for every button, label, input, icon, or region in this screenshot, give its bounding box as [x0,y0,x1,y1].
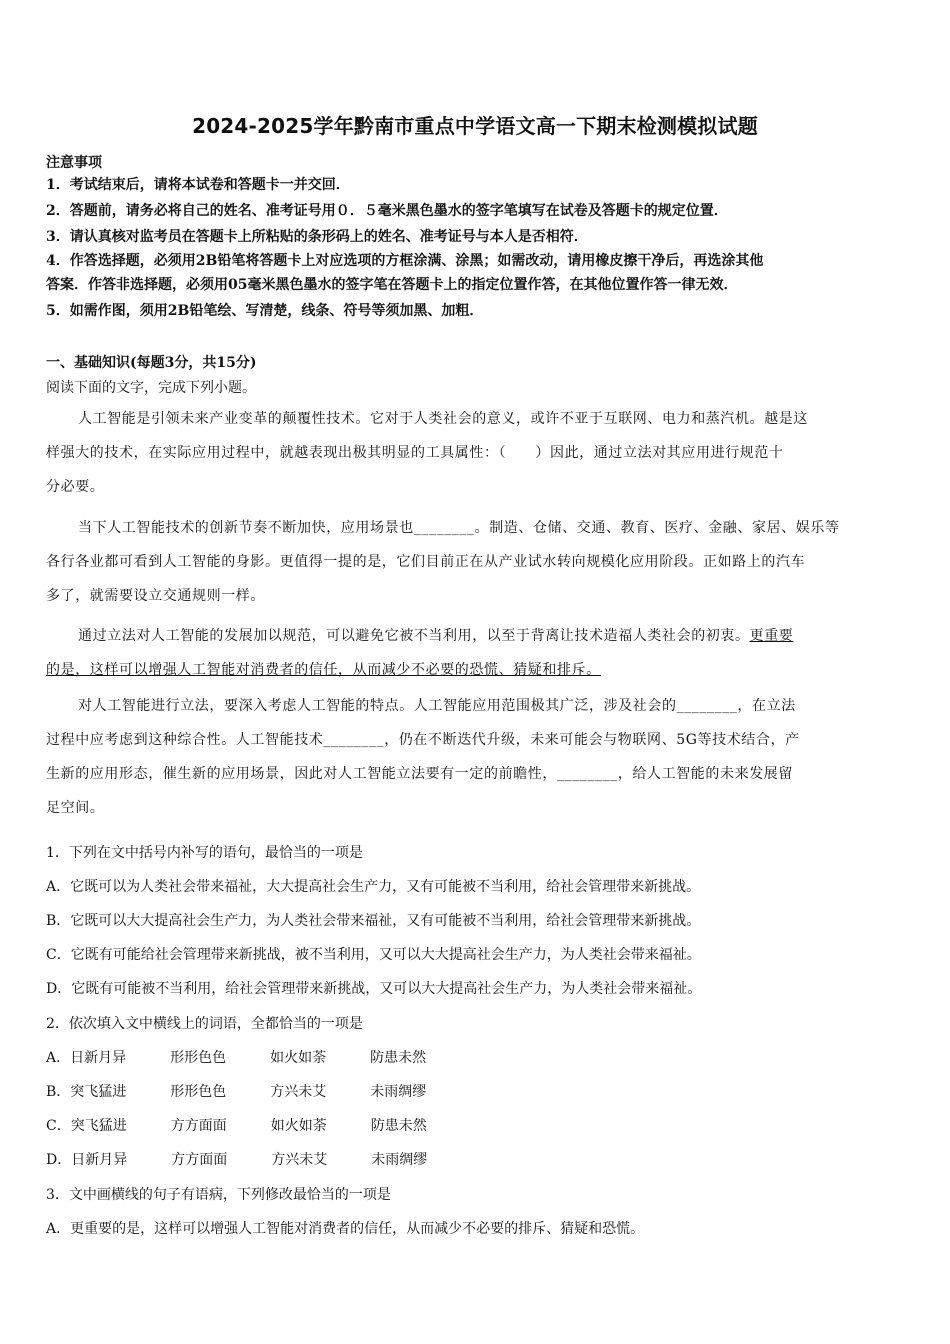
option-word: 如火如荼 [270,1050,327,1066]
option-word: 突飞猛进 [70,1084,127,1100]
note-item: 2．答题前，请务必将自己的姓名、准考证号用０．５毫米黑色墨水的签字笔填写在试卷及答题卡的规定位置． [46,203,728,219]
option-word: 日新月异 [70,1050,127,1066]
option-word: 形形色色 [170,1050,227,1066]
question-1-option-a: A．它既可以为人类社会带来福祉，大大提高社会生产力，又有可能被不当利用，给社会管理带来新挑战。 [46,879,701,895]
passage-line: 样强大的技术，在实际应用过程中，就越表现出极其明显的工具属性：（ ）因此，通过立法对其应用进行规范十 [46,445,784,461]
passage-line: 各行各业都可看到人工智能的身影。更值得一提的是，它们目前正在从产业试水转向规模化应用阶段。正如路上的汽车 [46,554,806,570]
option-word: 形形色色 [170,1084,227,1100]
underlined-sentence-end: 的是，这样可以增强人工智能对消费者的信任，从而减少不必要的恐慌、猜疑和排斥。 [46,662,601,678]
question-3-stem: 3．文中画横线的句子有语病，下列修改最恰当的一项是 [46,1187,391,1203]
question-1-option-d: D．它既有可能被不当利用，给社会管理带来新挑战，又可以大大提高社会生产力，为人类社会带来福祉。 [46,981,702,997]
passage-line: 足空间。 [46,800,105,816]
passage-paragraph-2 [46,511,904,613]
question-2-option-d [46,1149,471,1169]
section-heading: 一、基础知识(每题3分，共15分) [46,355,257,371]
page-title: 2024-2025学年黔南市重点中学语文高一下期末检测模拟试题 [192,114,758,138]
passage-line: 人工智能是引领未来产业变革的颠覆性技术。它对于人类社会的意义，或许不亚于互联网、电力和蒸汽机。越是这 [78,411,808,427]
question-2-stem: 2．依次填入文中横线上的词语，全都恰当的一项是 [46,1016,363,1032]
passage-line: 多了，就需要设立交通规则一样。 [46,588,265,604]
passage-line: 分必要。 [46,479,105,495]
note-item: 4．作答选择题，必须用2B铅笔将答题卡上对应选项的方框涂满、涂黑；如需改动，请用橡皮擦干净后，再选涂其他 [46,253,764,269]
underlined-sentence-start: 更重要 [749,628,794,644]
option-word: 方方面面 [171,1152,228,1168]
option-word: 方方面面 [170,1118,227,1134]
option-word: 突飞猛进 [70,1118,127,1134]
option-word: 防患未然 [370,1118,427,1134]
option-letter: B． [46,1084,71,1100]
question-1-option-c: C．它既有可能给社会管理带来新挑战，被不当利用，又可以大大提高社会生产力，为人类社会带来福祉。 [46,947,701,963]
option-word: 方兴未艾 [271,1152,328,1168]
option-letter: D． [46,1152,72,1168]
notes-heading: 注意事项 [46,155,102,171]
option-word: 未雨绸缪 [371,1152,428,1168]
note-item: 答案．作答非选择题，必须用05毫米黑色墨水的签字笔在答题卡上的指定位置作答，在其他位置作答一律无效． [46,277,738,293]
question-2-option-a [46,1047,470,1067]
option-word: 如火如荼 [270,1118,327,1134]
passage-line: 生新的应用形态，催生新的应用场景，因此对人工智能立法要有一定的前瞻性，________，给人工智能的未来发展留 [46,766,793,782]
question-1-option-b: B．它既可以大大提高社会生产力，为人类社会带来福祉，又有可能被不当利用，给社会管理带来新挑战。 [46,913,701,929]
option-word: 方兴未艾 [270,1084,327,1100]
note-item: 1．考试结束后，请将本试卷和答题卡一并交回． [46,177,350,193]
option-word: 防患未然 [370,1050,427,1066]
option-letter: A． [46,1050,71,1066]
option-word: 日新月异 [71,1152,128,1168]
passage-paragraph-1 [46,402,904,504]
passage-line: 过程中应考虑到这种综合性。人工智能技术________，仍在不断迭代升级，未来可能会与物联网、5G等技术结合，产 [46,732,800,748]
question-1-stem: 1．下列在文中括号内补写的语句，最恰当的一项是 [46,845,363,861]
passage-paragraph-3 [46,619,904,687]
passage-line: 通过立法对人工智能的发展加以规范，可以避免它被不当利用，以至于背离让技术造福人类社会的初衷。 [78,628,750,644]
question-2-option-b [46,1081,470,1101]
option-word: 未雨绸缪 [370,1084,427,1100]
question-2-option-c [46,1115,471,1135]
passage-line: 对人工智能进行立法，要深入考虑人工智能的特点。人工智能应用范围极其广泛，涉及社会的________，在立法 [78,698,796,714]
passage-line: 当下人工智能技术的创新节奏不断加快，应用场景也________。制造、仓储、交通、教育、医疗、金融、家居、娱乐等 [78,520,840,536]
option-letter: C． [46,1118,71,1134]
passage-paragraph-4 [46,689,904,825]
note-item: 3．请认真核对监考员在答题卡上所粘贴的条形码上的姓名、准考证号与本人是否相符． [46,229,588,245]
question-3-option-a: A．更重要的是，这样可以增强人工智能对消费者的信任，从而减少不必要的排斥、猜疑和恐慌。 [46,1221,645,1237]
section-instruction: 阅读下面的文字，完成下列小题。 [46,380,256,396]
note-item: 5．如需作图，须用2B铅笔绘、写清楚，线条、符号等须加黑、加粗． [46,303,484,319]
